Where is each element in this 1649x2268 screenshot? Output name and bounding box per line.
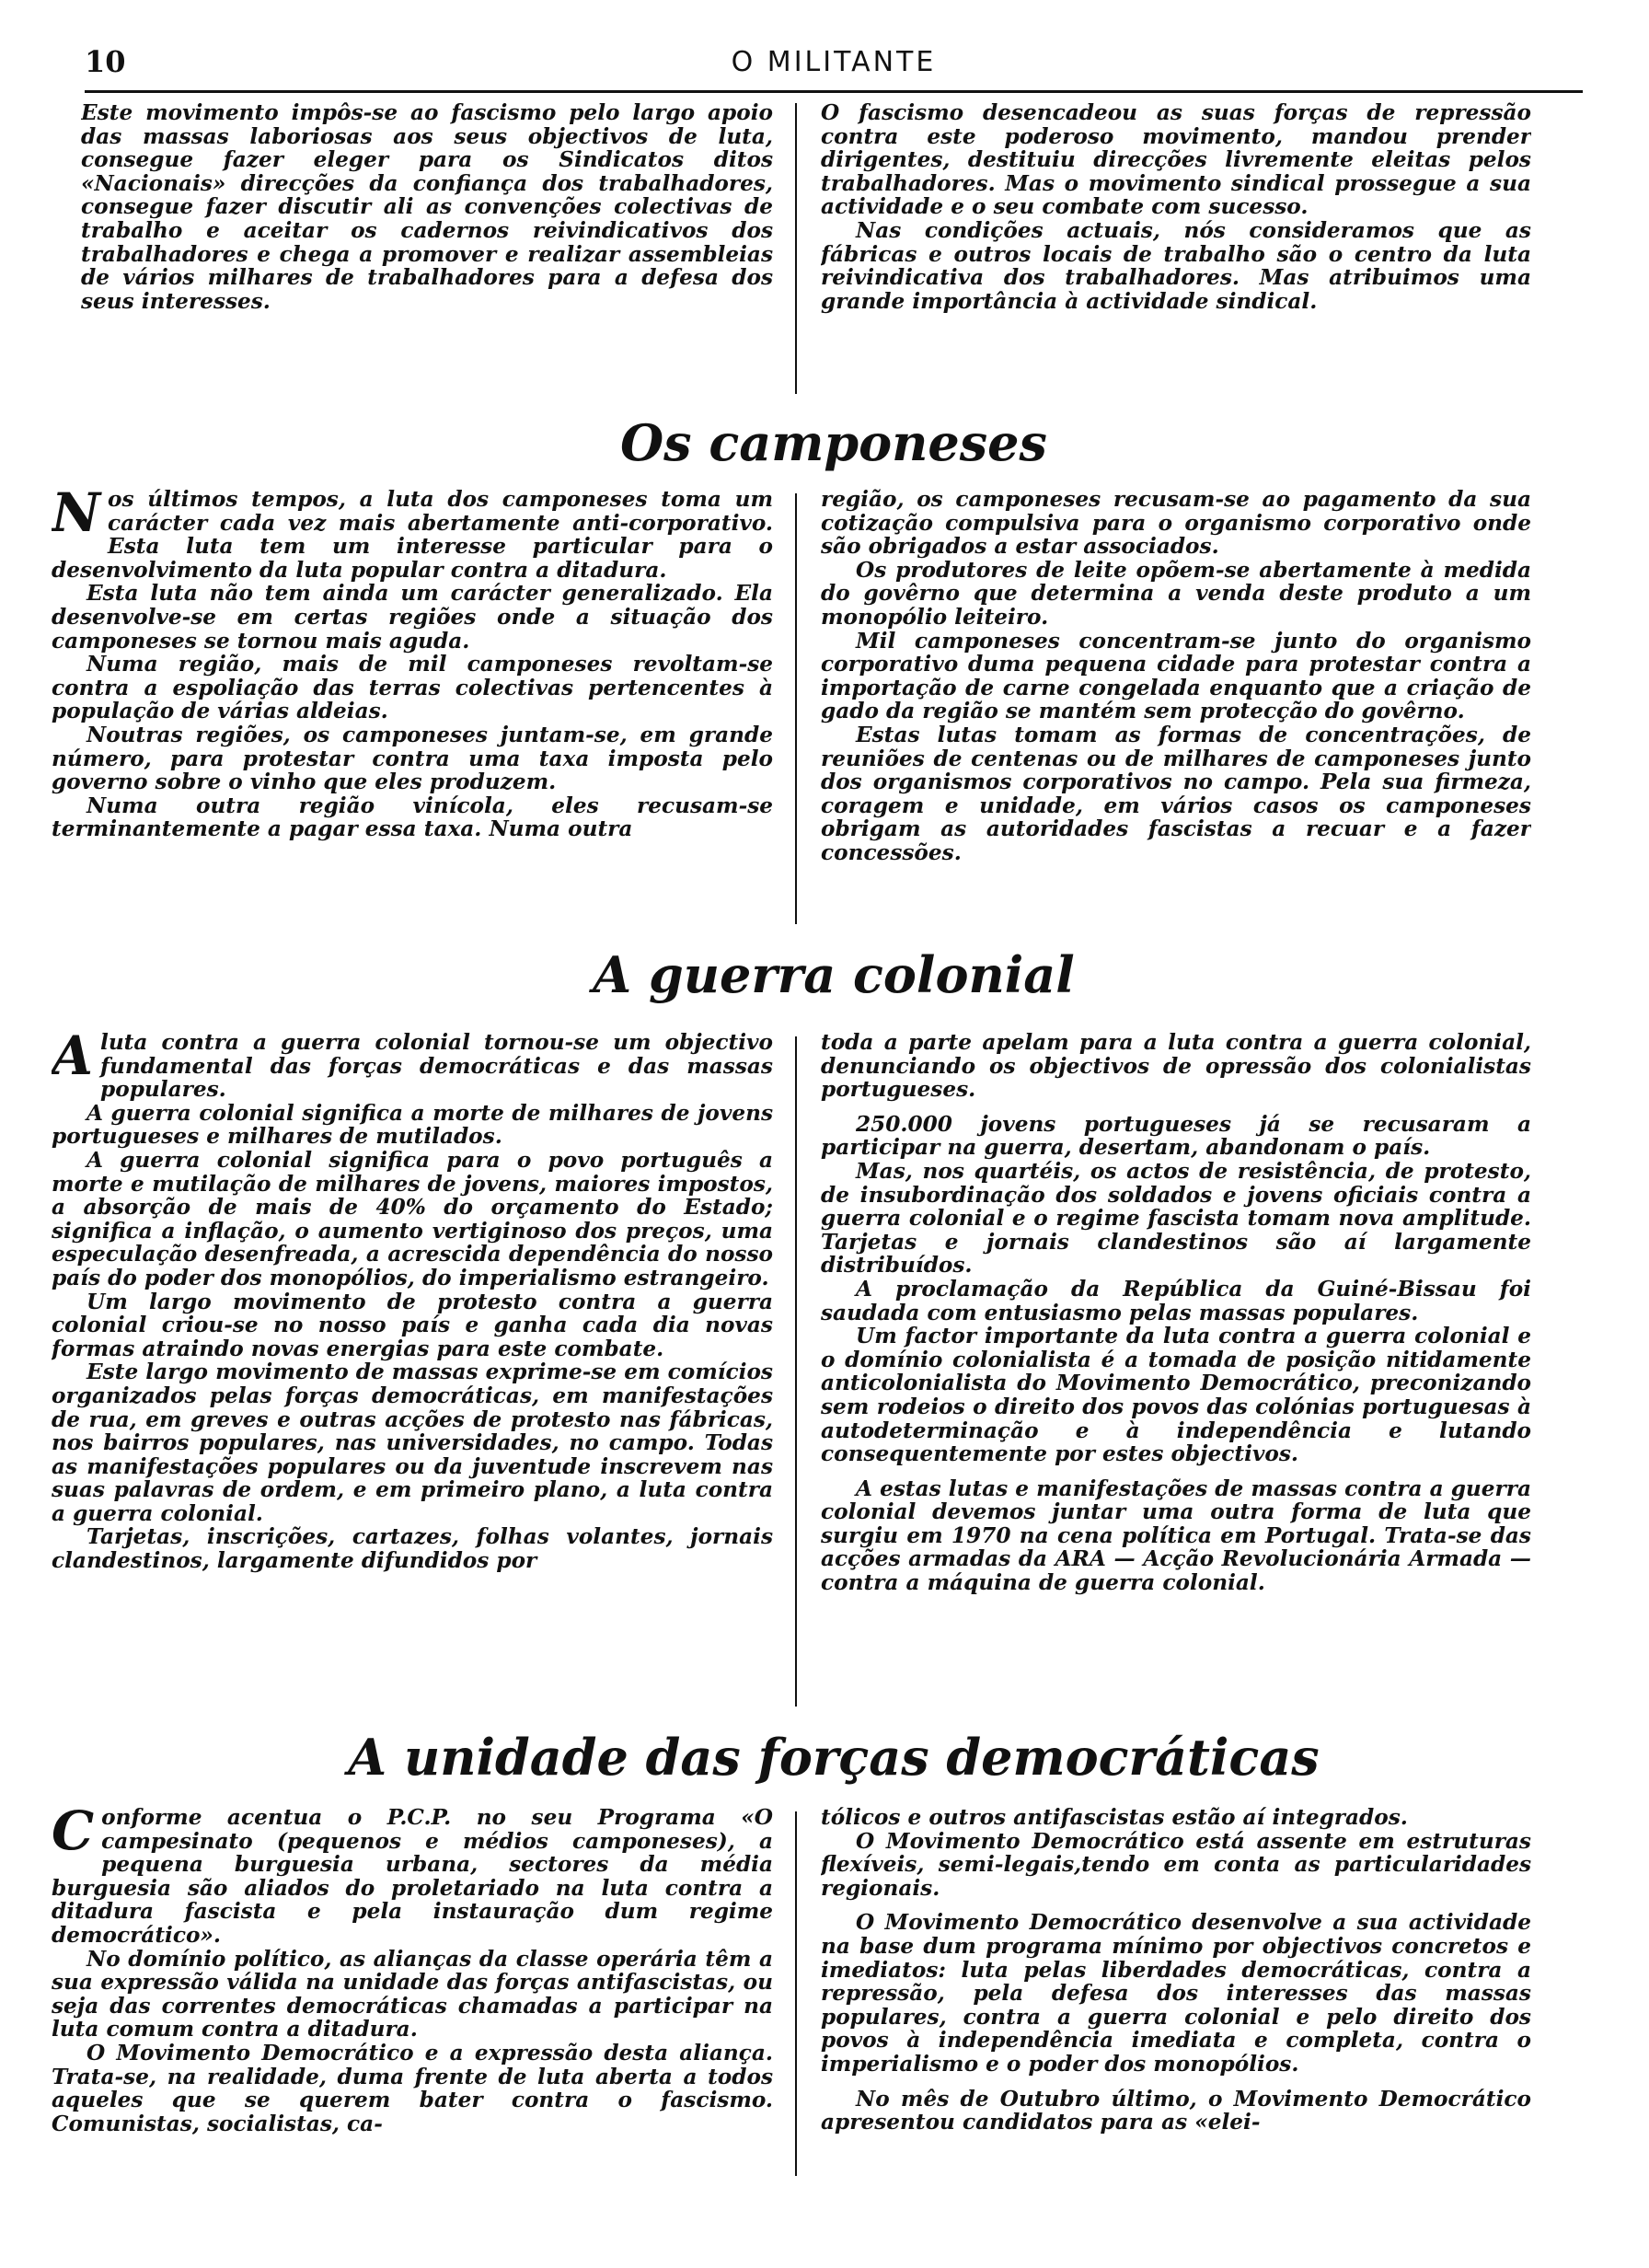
camponeses-right-column	[821, 488, 1531, 930]
paragraph: No domínio político, as alianças da classe operária têm a sua expressão válida na unidade das forças antifascistas, ou seja das correntes democráticas chamadas a participar na luta comum contra a ditadura.	[52, 1946, 773, 2042]
paragraph: os últimos tempos, a luta dos camponeses toma um carácter cada vez mais abertamente anti-corporativo. Esta luta tem um interesse particular para o desenvolvimento da luta popular contra a ditadura.	[52, 488, 773, 583]
paragraph: Noutras regiões, os camponeses juntam-se, em grande número, para protestar contra uma taxa imposta pelo governo sobre o vinho que eles produzem.	[52, 722, 773, 795]
page-number: 10	[85, 44, 126, 79]
masthead-title: O MILITANTE	[731, 46, 937, 78]
paragraph: A estas lutas e manifestações de massas contra a guerra colonial devemos juntar uma outra forma de luta que surgiu em 1970 na cena política em Portugal. Trata-se das acções armadas da ARA — Acção Revolucionária Armada — contra a máquina de guerra colonial.	[821, 1475, 1531, 1596]
column-divider	[795, 103, 797, 394]
section-heading-camponeses: Os camponeses	[620, 413, 1047, 472]
paragraph: A guerra colonial significa para o povo português a morte e mutilação de milhares de jovens, maiores impostos, a absorção de mais de 40% do orçamento do Estado; significa a inflação, o aumento vertiginoso dos preços, uma especulação desenfreada, a acrescida dependência do nosso país do poder dos monopólios, do imperialismo estrangeiro.	[52, 1147, 773, 1290]
paragraph: Este largo movimento de massas exprime-se em comícios organizados pelas forças democráticas, em manifestações de rua, em greves e outras acções de protesto nas fábricas, nos bairros populares, nas universidades, no campo. Todas as manifestações populares ou da juventude inscrevem nas suas palavras de ordem, e em primeiro plano, a luta contra a guerra colonial.	[52, 1360, 773, 1526]
section-heading-guerra-colonial: A guerra colonial	[593, 945, 1075, 1004]
paragraph: O fascismo desencadeou as suas forças de repressão contra este poderoso movimento, mandou prender dirigentes, destituiu direcções livremente eleitas pelos trabalhadores. Mas o movimento sindical prossegue a sua actividade e o seu combate com sucesso.	[821, 101, 1531, 220]
paragraph: Os produtores de leite opõem-se abertamente à medida do govêrno que determina a venda deste produto a um monopólio leiteiro.	[821, 557, 1531, 630]
column-divider	[795, 1811, 797, 2176]
paragraph: Nas condições actuais, nós consideramos que as fábricas e outros locais de trabalho são o centro da luta reivindicativa dos trabalhadores. Mas atribuimos uma grande importância à actividade sindical.	[821, 217, 1531, 314]
paragraph: região, os camponeses recusam-se ao pagamento da sua cotização compulsiva para o organismo corporativo onde são obrigados a estar associados.	[821, 488, 1531, 560]
drop-cap: A	[52, 1031, 94, 1087]
paragraph: A guerra colonial significa a morte de milhares de jovens portugueses e milhares de mutilados.	[52, 1100, 773, 1150]
paragraph: toda a parte apelam para a luta contra a guerra colonial, denunciando os objectivos de opressão dos colonialistas portugueses.	[821, 1031, 1531, 1103]
paragraph: 250.000 jovens portugueses já se recusaram a participar na guerra, desertam, abandonam o país.	[821, 1111, 1531, 1161]
paragraph: onforme acentua o P.C.P. no seu Programa «O campesinato (pequenos e médios camponeses), a pequena burguesia urbana, sectores da média burguesia são aliados do proletariado na luta contra a ditadura fascista e pela instauração dum regime democrático».	[52, 1806, 773, 1948]
paragraph: Um largo movimento de protesto contra a guerra colonial criou-se no nosso país e ganha cada dia novas formas atraindo novas energias para este combate.	[52, 1289, 773, 1361]
header-rule	[85, 90, 1583, 93]
paragraph: Numa região, mais de mil camponeses revoltam-se contra a espoliação das terras colectivas pertencentes à população de várias aldeias.	[52, 652, 773, 724]
paragraph: O Movimento Democrático e a expressão desta aliança. Trata-se, na realidade, duma frente de luta aberta a todos aqueles que se querem bater contra o fascismo. Comunistas, socialistas, ca-	[52, 2040, 773, 2136]
paragraph: A proclamação da República da Guiné-Bissau foi saudada com entusiasmo pelas massas populares.	[821, 1276, 1531, 1325]
unidade-left-column	[52, 1806, 773, 2183]
column-divider	[795, 493, 797, 924]
paragraph: Esta luta não tem ainda um carácter generalizado. Ela desenvolve-se em certas regiões onde a situação dos camponeses se tornou mais aguda.	[52, 581, 773, 654]
intro-right-column	[821, 101, 1531, 396]
paragraph: Um factor importante da luta contra a guerra colonial e o domínio colonialista é a tomada de posição nitidamente anticolonialista do Movimento Democrático, preconizando sem rodeios o direito dos povos das colónias portuguesas à autodeterminação e à independência e lutando consequentemente por estes objectivos.	[821, 1324, 1531, 1467]
guerra-right-column	[821, 1031, 1531, 1712]
paragraph: O Movimento Democrático está assente em estruturas flexíveis, semi-legais,tendo em conta as particularidades regionais.	[821, 1828, 1531, 1901]
paragraph: Numa outra região vinícola, eles recusam-se terminantemente a pagar essa taxa. Numa outra	[52, 793, 773, 842]
page-header	[85, 44, 1583, 90]
guerra-left-column	[52, 1031, 773, 1712]
drop-cap: C	[52, 1806, 95, 1862]
section-heading-unidade: A unidade das forças democráticas	[348, 1728, 1320, 1787]
intro-left-column	[81, 101, 773, 396]
paragraph: Mas, nos quartéis, os actos de resistência, de protesto, de insubordinação dos soldados e jovens oficiais contra a guerra colonial e o regime fascista tomam nova amplitude. Tarjetas e jornais clandestinos são aí largamente distribuídos.	[821, 1158, 1531, 1279]
drop-cap: N	[52, 488, 101, 544]
paragraph: luta contra a guerra colonial tornou-se um objectivo fundamental das forças democráticas e das massas populares.	[100, 1031, 773, 1103]
paragraph: Mil camponeses concentram-se junto do organismo corporativo duma pequena cidade para protestar contra a importação de carne congelada enquanto que a criação de gado da região se mantém sem protecção do govêrno.	[821, 628, 1531, 724]
camponeses-left-column	[52, 488, 773, 930]
column-divider	[795, 1036, 797, 1707]
unidade-right-column	[821, 1806, 1531, 2183]
paragraph: tólicos e outros antifascistas estão aí integrados.	[821, 1806, 1408, 1830]
paragraph: Este movimento impôs-se ao fascismo pelo largo apoio das massas laboriosas aos seus objectivos de luta, consegue fazer eleger para os Sindicatos ditos «Nacionais» direcções da confiança dos trabalhadores, consegue fazer discutir ali as convenções colectivas de trabalho e aceitar os cadernos reivindicativos dos trabalhadores e chega a promover e realizar assembleias de vários milhares de trabalhadores para a defesa dos seus interesses.	[81, 101, 773, 314]
paragraph: O Movimento Democrático desenvolve a sua actividade na base dum programa mínimo por objectivos concretos e imediatos: luta pelas liberdades democráticas, contra a repressão, pela defesa dos interesses das massas populares, contra a guerra colonial e pelo direito dos povos à independência imediata e completa, contra o imperialismo e o poder dos monopólios.	[821, 1910, 1531, 2077]
paragraph: No mês de Outubro último, o Movimento Democrático apresentou candidatos para as «elei-	[821, 2086, 1531, 2135]
paragraph: Tarjetas, inscrições, cartazes, folhas volantes, jornais clandestinos, largamente difundidos por	[52, 1524, 773, 1574]
paragraph: Estas lutas tomam as formas de concentrações, de reuniões de centenas ou de milhares de camponeses junto dos organismos corporativos no campo. Pela sua firmeza, coragem e unidade, em vários casos os camponeses obrigam as autoridades fascistas a recuar e a fazer concessões.	[821, 722, 1531, 865]
